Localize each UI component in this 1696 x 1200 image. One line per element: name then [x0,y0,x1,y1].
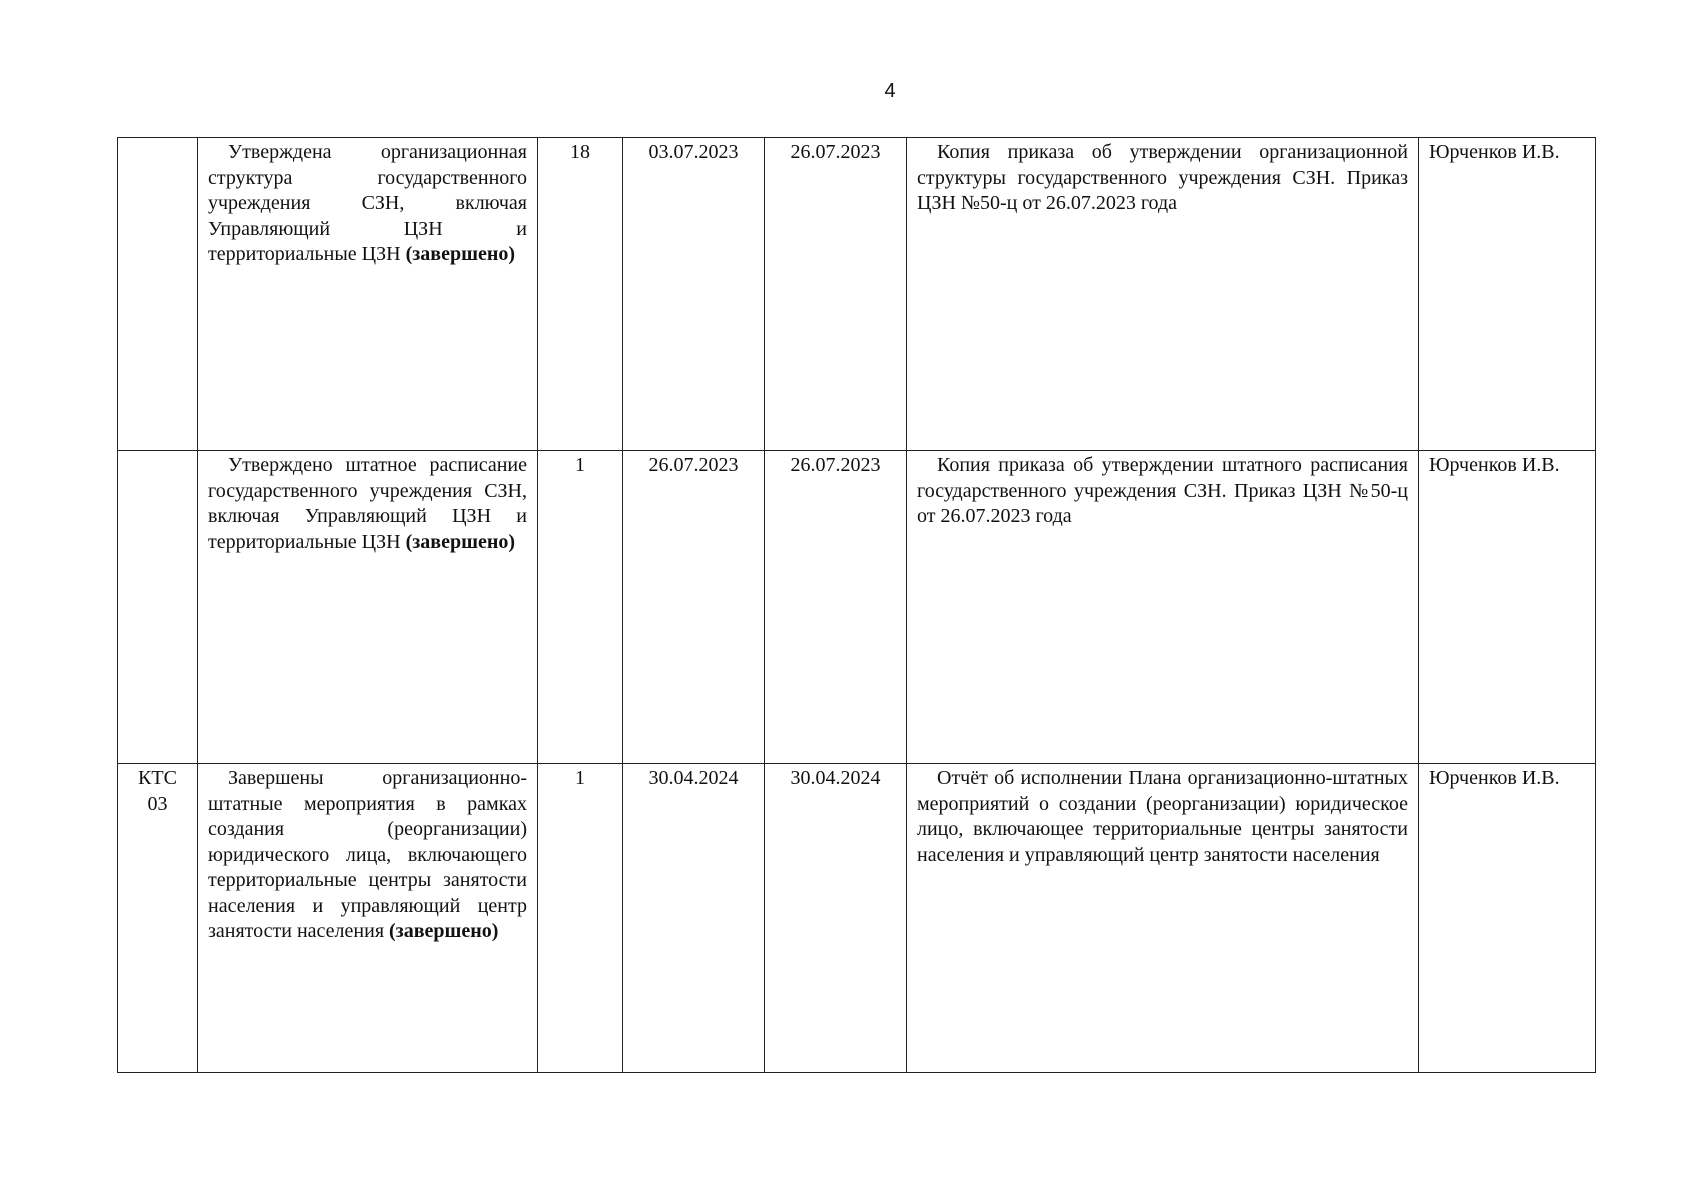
table-row [118,764,1596,1073]
row-responsible: Юрченков И.В. [1419,138,1596,451]
row-responsible: Юрченков И.В. [1419,451,1596,764]
row-start-date: 26.07.2023 [623,451,765,764]
row-description: Завершены организационно-штатные мероприятия в рамках создания (реорганизации) юридического лица, включающего территориальные центры занятости населения и управляющий центр занятости населения [208,767,527,942]
row-code [118,138,198,451]
row-description-cell [198,138,538,451]
row-status: (завершено) [405,243,516,265]
row-description-cell [198,451,538,764]
row-start-date: 03.07.2023 [623,138,765,451]
row-status: (завершено) [389,920,499,942]
row-quantity: 1 [538,451,623,764]
row-code [118,451,198,764]
row-document: Копия приказа об утверждении организационной структуры государственного учреждения СЗН. Приказ ЦЗН №50-ц от 26.07.2023 года [907,138,1419,451]
row-end-date: 26.07.2023 [765,138,907,451]
row-description: Утверждена организационная структура государственного учреждения СЗН, включая Управляющий ЦЗН и территориальные ЦЗН [208,141,527,265]
table-row [118,451,1596,764]
row-document: Отчёт об исполнении Плана организационно-штатных мероприятий о создании (реорганизации) юридическое лицо, включающее территориальные центры занятости населения и управляющий центр занятости населения [907,764,1419,1073]
row-end-date: 30.04.2024 [765,764,907,1073]
page-number: 4 [884,80,896,102]
row-document: Копия приказа об утверждении штатного расписания государственного учреждения СЗН. Приказ ЦЗН №50-ц от 26.07.2023 года [907,451,1419,764]
row-quantity: 1 [538,764,623,1073]
activities-table [117,137,1596,1073]
row-status: (завершено) [405,530,516,553]
row-description-cell [198,764,538,1073]
row-start-date: 30.04.2024 [623,764,765,1073]
row-code: КТС 03 [118,764,198,1073]
row-description: Утверждено штатное расписание государственного учреждения СЗН, включая Управляющий ЦЗН и территориальные ЦЗН [208,454,527,553]
row-end-date: 26.07.2023 [765,451,907,764]
table-row [118,138,1596,451]
row-quantity: 18 [538,138,623,451]
row-responsible: Юрченков И.В. [1419,764,1596,1073]
